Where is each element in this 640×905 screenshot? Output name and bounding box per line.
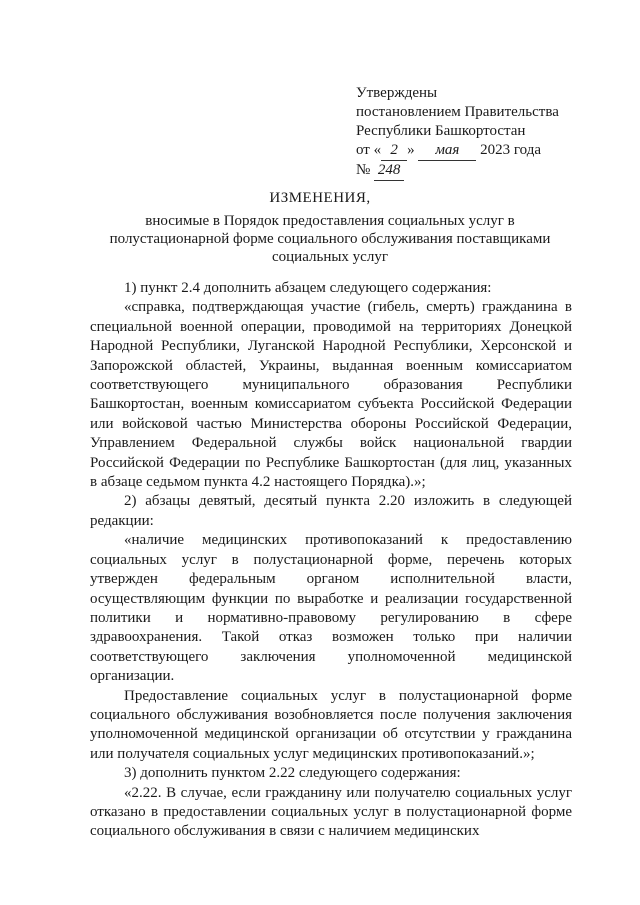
approval-line-3: Республики Башкортостан xyxy=(356,123,526,139)
document-subtitle: вносимые в Порядок предоставления социальных услуг в полустационарной форме социального обслуживания поставщиками социальных услуг xyxy=(109,213,551,265)
approval-date xyxy=(356,141,559,161)
date-day: 2 xyxy=(381,141,407,161)
date-suffix: 2023 года xyxy=(480,142,541,158)
approval-line-1: Утверждены xyxy=(356,85,438,101)
paragraph-6: 3) дополнить пунктом 2.22 следующего содержания: xyxy=(124,765,461,782)
date-mid: » xyxy=(407,142,415,158)
paragraph-7: «2.22. В случае, если гражданину или получателю социальных услуг отказано в предоставлении социальных услуг в полустационарной форме социального обслуживания в связи с наличием медицинских xyxy=(90,784,572,840)
document-body xyxy=(90,279,572,842)
date-month: мая xyxy=(418,141,476,161)
approval-number xyxy=(356,161,559,181)
number-prefix: № xyxy=(356,162,371,178)
paragraph-5: Предоставление социальных услуг в полустационарной форме социального обслуживания возобновляется после получения заключения уполномоченной медицинской организации об отсутствии у гражданина или получателя социальных услуг медицинских противопоказаний.»; xyxy=(90,687,572,762)
paragraph-4: «наличие медицинских противопоказаний к предоставлению социальных услуг в полустационарной форме, перечень которых утвержден федеральным органом исполнительной власти, осуществляющим функции по выработке и реализации государственной политики и нормативно-правовому регулированию в сфере здравоохранения. Такой отказ возможен только при наличии соответствующего заключения уполномоченной медицинской организации. xyxy=(90,532,572,685)
number-value: 248 xyxy=(374,161,404,181)
document-title: ИЗМЕНЕНИЯ, xyxy=(269,190,371,206)
paragraph-1: 1) пункт 2.4 дополнить абзацем следующего содержания: xyxy=(124,280,492,296)
approval-block xyxy=(356,84,559,181)
paragraph-2: «справка, подтверждающая участие (гибель, смерть) гражданина в специальной военной операции, проводимой на территориях Донецкой Народной Республики, Луганской Народной Республики, Херсонской и Запорожской областей, Украины, выданная военным комиссариатом соответствующего муниципального образования Республики Башкортостан, военным комиссариатом субъекта Российской Федерации или войсковой частью Министерства обороны Российской Федерации, Управлением Федеральной службы войск национальной гвардии Российской Федерации по Республике Башкортостан (для лиц, указанных в абзаце седьмом пункта 4.2 настоящего Порядка).»; xyxy=(90,299,572,491)
date-prefix: от « xyxy=(356,142,382,158)
approval-line-2: постановлением Правительства xyxy=(356,104,559,120)
paragraph-3: 2) абзацы девятый, десятый пункта 2.20 изложить в следующей редакции: xyxy=(90,493,572,529)
